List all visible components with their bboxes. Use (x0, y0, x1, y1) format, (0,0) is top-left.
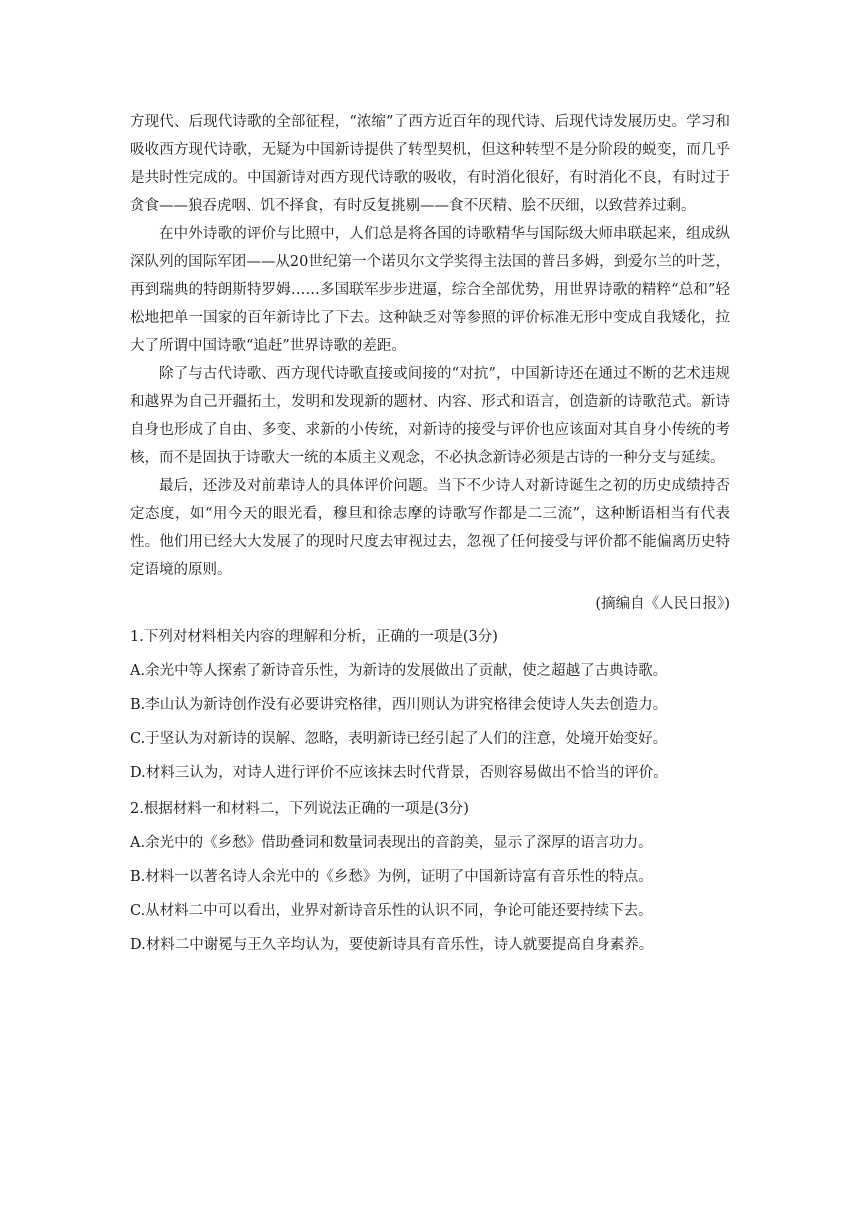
option-d: D.材料三认为，对诗人进行评价不应该抹去时代背景，否则容易做出不恰当的评价。 (130, 765, 668, 781)
option-b: B.材料一以著名诗人余光中的《乡愁》为例，证明了中国新诗富有音乐性的特点。 (130, 869, 653, 885)
article-body (130, 108, 730, 618)
option-a: A.余光中的《乡愁》借助叠词和数量词表现出的音韵美，显示了深厚的语言功力。 (130, 835, 653, 851)
article-paragraph-4: 最后，还涉及对前辈诗人的具体评价问题。当下不少诗人对新诗诞生之初的历史成绩持否定态度，如“用今天的眼光看，穆旦和徐志摩的诗歌写作都是二三流”，这种断语相当有代表性。他们用已经大大发展了的现时尺度去审视过去，忽视了任何接受与评价都不能偏离历史特定语境的原则。 (130, 478, 730, 578)
question-stem: 2.根据材料一和材料二，下列说法正确的一项是(3分) (130, 801, 469, 817)
option-c: C.从材料二中可以看出，业界对新诗音乐性的认识不同，争论可能还要持续下去。 (130, 903, 653, 919)
article-paragraph-3: 除了与古代诗歌、西方现代诗歌直接或间接的“对抗”，中国新诗还在通过不断的艺术违规和越界为自己开疆拓土，发明和发现新的题材、内容、形式和语言，创造新的诗歌范式。新诗自身也形成了自由、多变、求新的小传统，对新诗的接受与评价也应该面对其自身小传统的考核，而不是固执于诗歌大一统的本质主义观念，不必执念新诗必须是古诗的一种分支与延续。 (130, 366, 730, 466)
option-b: B.李山认为新诗创作没有必要讲究格律，西川则认为讲究格律会使诗人失去创造力。 (130, 697, 668, 713)
article-paragraph-1: 方现代、后现代诗歌的全部征程，“浓缩”了西方近百年的现代诗、后现代诗发展历史。学习和吸收西方现代诗歌，无疑为中国新诗提供了转型契机，但这种转型不是分阶段的蜕变，而几乎是共时性完成的。中国新诗对西方现代诗歌的吸收，有时消化很好，有时消化不良，有时过于贪食——狼吞虎咽、饥不择食，有时反复挑剔——食不厌精、脍不厌细，以致营养过剩。 (130, 114, 730, 214)
option-d: D.材料二中谢冕与王久辛均认为，要使新诗具有音乐性，诗人就要提高自身素养。 (130, 937, 654, 953)
option-c: C.于坚认为对新诗的误解、忽略，表明新诗已经引起了人们的注意，处境开始变好。 (130, 731, 668, 747)
article-paragraph-2: 在中外诗歌的评价与比照中，人们总是将各国的诗歌精华与国际级大师串联起来，组成纵深队列的国际军团——从20世纪第一个诺贝尔文学奖得主法国的普吕多姆，到爱尔兰的叶芝，再到瑞典的特朗斯特罗姆……多国联军步步进逼，综合全部优势，用世界诗歌的精粹“总和”轻松地把单一国家的百年新诗比了下去。这种缺乏对等参照的评价标准无形中变成自我矮化，拉大了所谓中国诗歌“追赶”世界诗歌的差距。 (130, 226, 730, 354)
document-page (130, 108, 730, 962)
question-stem: 1.下列对材料相关内容的理解和分析，正确的一项是(3分) (130, 629, 498, 645)
option-a: A.余光中等人探索了新诗音乐性，为新诗的发展做出了贡献，使之超越了古典诗歌。 (130, 663, 668, 679)
question-1 (130, 620, 730, 790)
question-2 (130, 792, 730, 962)
article-source: (摘编自《人民日报》) (595, 596, 730, 612)
